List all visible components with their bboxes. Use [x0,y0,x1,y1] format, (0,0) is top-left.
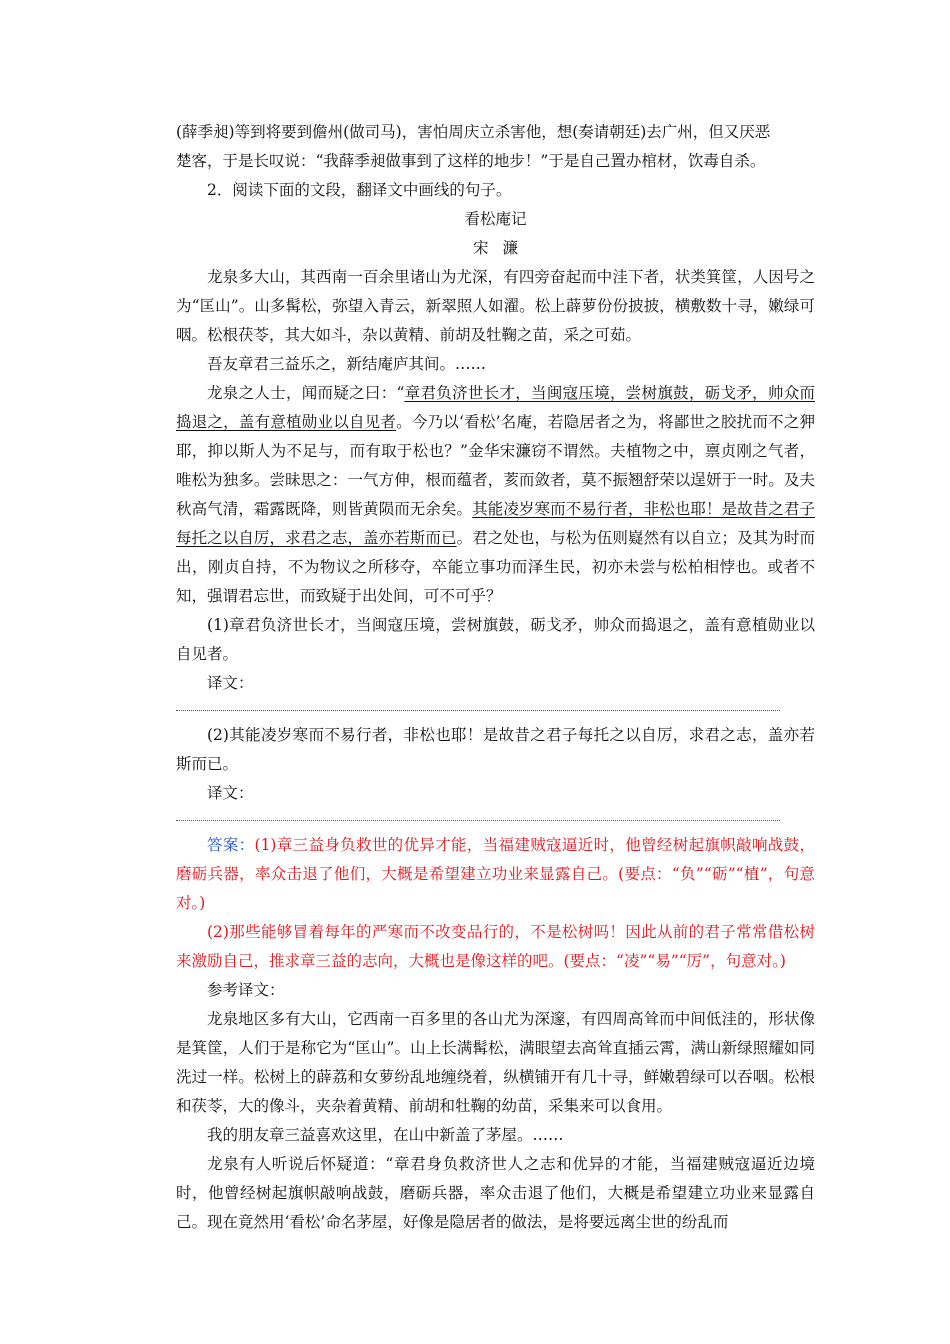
answer-label: 答案： [207,836,255,854]
reference-paragraph-2: 我的朋友章三益喜欢这里，在山中新盖了茅屋。…… [207,1126,564,1144]
question-prompt: 2．阅读下面的文段，翻译文中画线的句子。 [207,181,512,199]
translation-answer-line-2 [176,814,780,821]
essay-p3-part-a: 龙泉之人士，闻而疑之曰：“ [207,384,405,402]
item-2-text: (2)其能凌岁寒而不易行者，非松也耶！是故昔之君子每托之以自厉，求君之志，盖亦若斯而已。 [176,726,815,773]
essay-paragraph-3 [176,379,815,611]
reference-label: 参考译文： [207,981,285,999]
underlined-sentence-2: 其能凌岁寒而不易行者，非松也耶！是故昔之君子每托之以自厉，求君之志，盖亦若斯而已 [176,500,815,547]
item-1-text: (1)章君负济世长才，当闽寇压境，尝树旗鼓，砺戈矛，帅众而捣退之，盖有意植勋业以自见者。 [176,616,815,663]
essay-p3-part-c: 。君之处也，与松为伍则嶷然有以自立；及其为时而出，刚贞自持，不为物议之所移夺，卒能立事功而泽生民，初亦未尝与松柏相悖也。或者不知，强谓君忘世，而致疑于出处间，可不可乎？ [176,529,815,605]
reference-paragraph-3: 龙泉有人听说后怀疑道：“章君身负救济世人之志和优异的才能，当福建贼寇逼近边境时，他曾经树起旗帜敲响战鼓，磨砺兵器，率众击退了他们，大概是希望建立功业来显露自己。现在竟然用‘看松’命名茅屋，好像是隐居者的做法，是将要远离尘世的纷乱而 [176,1155,815,1231]
essay-author [176,234,815,263]
essay-title: 看松庵记 [464,210,527,228]
intro-line-1: (薛季昶)等到将要到儋州(做司马)，害怕周庆立杀害他，想(奏请朝廷)去广州，但又厌恶 [176,123,771,141]
item-1-translation-label: 译文： [207,674,254,692]
answer-2: (2)那些能够冒着每年的严寒而不改变品行的，不是松树吗！因此从前的君子常常借松树来激励自己，推求章三益的志向，大概也是像这样的吧。(要点：“凌”“易”“厉”，句意对。) [176,923,815,970]
translation-answer-line-1 [176,704,780,711]
essay-paragraph-1: 龙泉多大山，其西南一百余里诸山为尤深，有四旁奋起而中洼下者，状类箕筐，人因号之为“匡山”。山多髯松，弥望入青云，新翠照人如濯。松上薜萝份份披披，横敷数十寻，嫩绿可咽。松根茯苓，其大如斗，杂以黄精、前胡及牡鞠之苗，采之可茹。 [176,268,815,344]
essay-paragraph-2: 吾友章君三益乐之，新结庵庐其间。…… [207,355,487,373]
essay-author-text: 宋濂 [473,239,532,257]
answer-1 [176,831,815,918]
essay-p3-part-b: 。今乃以‘看松’名庵，若隐居者之为，将鄙世之胶扰而不之狎耶，抑以斯人为不足与，而有取于松也？”金华宋濂窃不谓然。夫植物之中，禀贞刚之气者，唯松为独多。尝昧思之：一气方伸，根而蕴者，荄而敛者，莫不振翘舒荣以逞妍于一时。及夫秋高气清，霜露既降，则皆黄陨而无余矣。 [176,413,815,518]
item-2-translation-label: 译文： [207,784,254,802]
answer-1-text: (1)章三益身负救世的优异才能，当福建贼寇逼近时，他曾经树起旗帜敲响战鼓，磨砺兵器，率众击退了他们，大概是希望建立功业来显露自己。(要点：“负”“砺”“植”，句意对。) [176,836,815,912]
underlined-sentence-1: 章君负济世长才，当闽寇压境，尝树旗鼓，砺戈矛，帅众而捣退之，盖有意植勋业以自见者 [176,384,815,431]
intro-line-2: 楚客，于是长叹说：“我薛季昶做事到了这样的地步！”于是自己置办棺材，饮毒自杀。 [176,152,766,170]
reference-paragraph-1: 龙泉地区多有大山，它西南一百多里的各山尤为深邃，有四周高耸而中间低洼的，形状像是箕筐，人们于是称它为“匡山”。山上长满髯松，满眼望去高耸直插云霄，满山新绿照耀如同洗过一样。松树上的薜荔和女萝纷乱地缠绕着，纵横铺开有几十寻，鲜嫩碧绿可以吞咽。松根和茯苓，大的像斗，夹杂着黄精、前胡和牡鞠的幼苗，采集来可以食用。 [176,1010,815,1115]
